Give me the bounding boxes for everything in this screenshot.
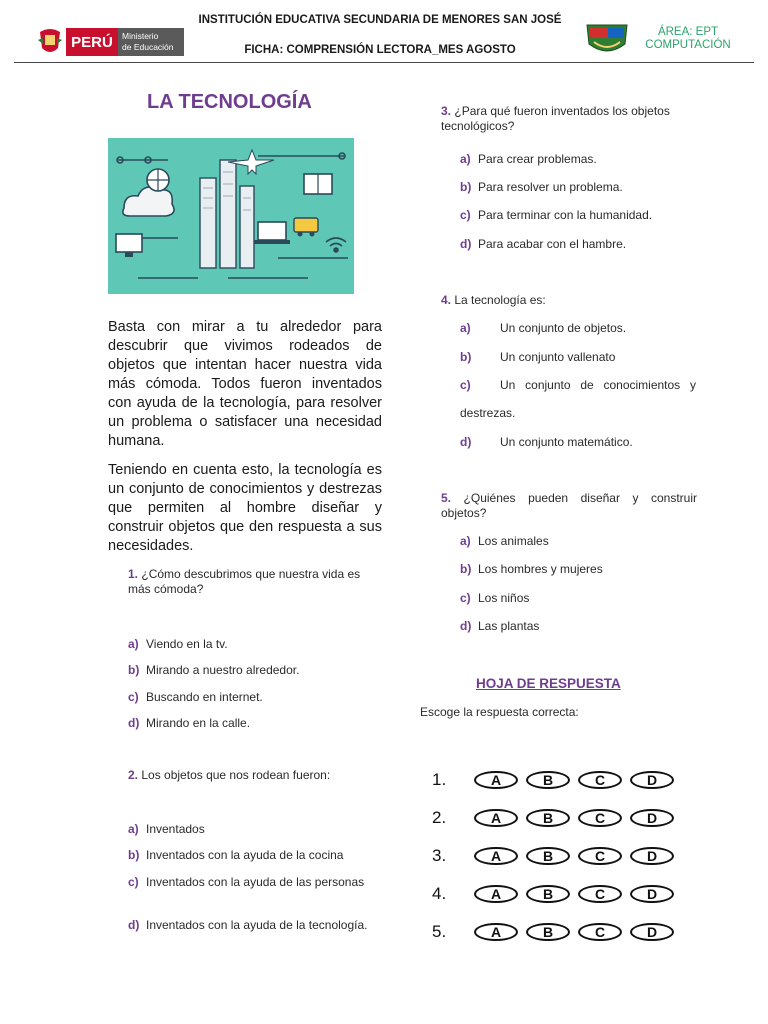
bubble-1b[interactable]: B [526,771,570,789]
option-5d: d) Las plantas [460,619,540,633]
bubble-5b[interactable]: B [526,923,570,941]
bubble-5c[interactable]: C [578,923,622,941]
bubble-4b[interactable]: B [526,885,570,903]
answer-sheet-title: HOJA DE RESPUESTA [476,676,621,691]
option-4c-continued: destrezas. [460,406,516,420]
question-text: ¿Para qué fueron inventados los objetos tecnológicos? [441,104,670,133]
answer-sheet-instruction: Escoge la respuesta correcta: [420,705,579,719]
question-4 [441,293,697,308]
answer-row-number: 3. [432,846,447,865]
bubble-3c[interactable]: C [578,847,622,865]
option-1c: c) Buscando en internet. [128,690,263,704]
option-3d: d) Para acabar con el hambre. [460,237,627,251]
option-3b: b) Para resolver un problema. [460,180,623,194]
question-number: 2. [128,768,139,782]
option-1b: b) Mirando a nuestro alrededor. [128,663,300,677]
bubble-4c[interactable]: C [578,885,622,903]
option-4a: a) Un conjunto de objetos. [460,321,627,335]
option-3a: a) Para crear problemas. [460,152,597,166]
question-text: Los objetos que nos rodean fueron: [141,768,331,782]
ministry-line-2: de Educación [122,42,174,52]
subject-area [636,26,740,52]
laptop-icon [254,222,290,244]
area-line-1: ÁREA: EPT [657,26,719,38]
question-number: 1. [128,567,139,581]
reading-paragraph-1: Basta con mirar a tu alrededor para descubrir que vivimos rodeados de objetos que intentan hacer nuestra vida más cómoda. Todos fueron inventados con ayuda de la tecnología, para resolver un problema o satisfacer una necesidad humana. [108,319,382,449]
answer-row-3 [432,837,674,875]
bubble-3a[interactable]: A [474,847,518,865]
bubble-2d[interactable]: D [630,809,674,827]
globe-icon [147,169,169,191]
bubble-4d[interactable]: D [630,885,674,903]
ministry-line-1: Ministerio [122,31,159,41]
question-3 [441,104,697,134]
reading-title: LA TECNOLOGÍA [147,91,312,113]
option-2c: c) Inventados con la ayuda de las personas [128,875,365,889]
question-text: ¿Cómo descubrimos que nuestra vida es más cómoda? [128,567,361,596]
question-text: La tecnología es: [454,293,546,307]
bubble-1c[interactable]: C [578,771,622,789]
bubble-3d[interactable]: D [630,847,674,865]
question-text: ¿Quiénes pueden diseñar y construir objetos? [441,491,697,520]
bubble-2c[interactable]: C [578,809,622,827]
coat-of-arms-icon [36,26,64,58]
answer-row-number: 2. [432,808,447,827]
option-2d: d) Inventados con la ayuda de la tecnología. [128,918,368,932]
bubble-4a[interactable]: A [474,885,518,903]
option-5a: a) Los animales [460,534,549,548]
peru-ministry-logo [36,26,184,58]
school-title: INSTITUCIÓN EDUCATIVA SECUNDARIA DE MENORES SAN JOSÉ [198,14,562,26]
bubble-1d[interactable]: D [630,771,674,789]
area-line-2: COMPUTACIÓN [645,39,731,51]
reading-paragraph-2: Teniendo en cuenta esto, la tecnología es un conjunto de conocimientos y destrezas que permiten al hombre diseñar y construir objetos que den respuesta a sus necesidades. [108,462,382,554]
answer-row-4 [432,875,674,913]
worksheet-subtitle: FICHA: COMPRENSIÓN LECTORA_MES AGOSTO [244,44,516,56]
header-divider [14,62,754,63]
question-1 [128,567,382,597]
bubble-2b[interactable]: B [526,809,570,827]
option-2b: b) Inventados con la ayuda de la cocina [128,848,344,862]
option-2a: a) Inventados [128,822,205,836]
answer-row-2 [432,799,674,837]
option-1a: a) Viendo en la tv. [128,637,228,651]
question-5 [441,491,697,521]
option-1d: d) Mirando en la calle. [128,716,251,730]
peru-label: PERÚ [66,28,118,56]
question-2 [128,768,382,783]
option-3c: c) Para terminar con la humanidad. [460,208,653,222]
answer-row-number: 5. [432,922,447,941]
question-number: 5. [441,491,452,505]
answer-row-number: 4. [432,884,447,903]
answer-row-5 [432,913,674,951]
bubble-1a[interactable]: A [474,771,518,789]
technology-illustration [108,138,354,294]
ministry-label [118,28,184,56]
answer-grid [432,761,674,951]
bubble-5d[interactable]: D [630,923,674,941]
bubble-3b[interactable]: B [526,847,570,865]
option-4d: d) Un conjunto matemático. [460,435,633,449]
bubble-2a[interactable]: A [474,809,518,827]
answer-row-number: 1. [432,770,447,789]
book-icon [304,174,332,194]
option-4b: b) Un conjunto vallenato [460,350,616,364]
bubble-5a[interactable]: A [474,923,518,941]
answer-row-1 [432,761,674,799]
option-5c: c) Los niños [460,591,530,605]
question-number: 4. [441,293,452,307]
option-5b: b) Los hombres y mujeres [460,562,603,576]
option-4c: c) Un conjunto de conocimientos y [460,378,696,392]
school-emblem-icon [584,22,630,56]
question-number: 3. [441,104,452,118]
